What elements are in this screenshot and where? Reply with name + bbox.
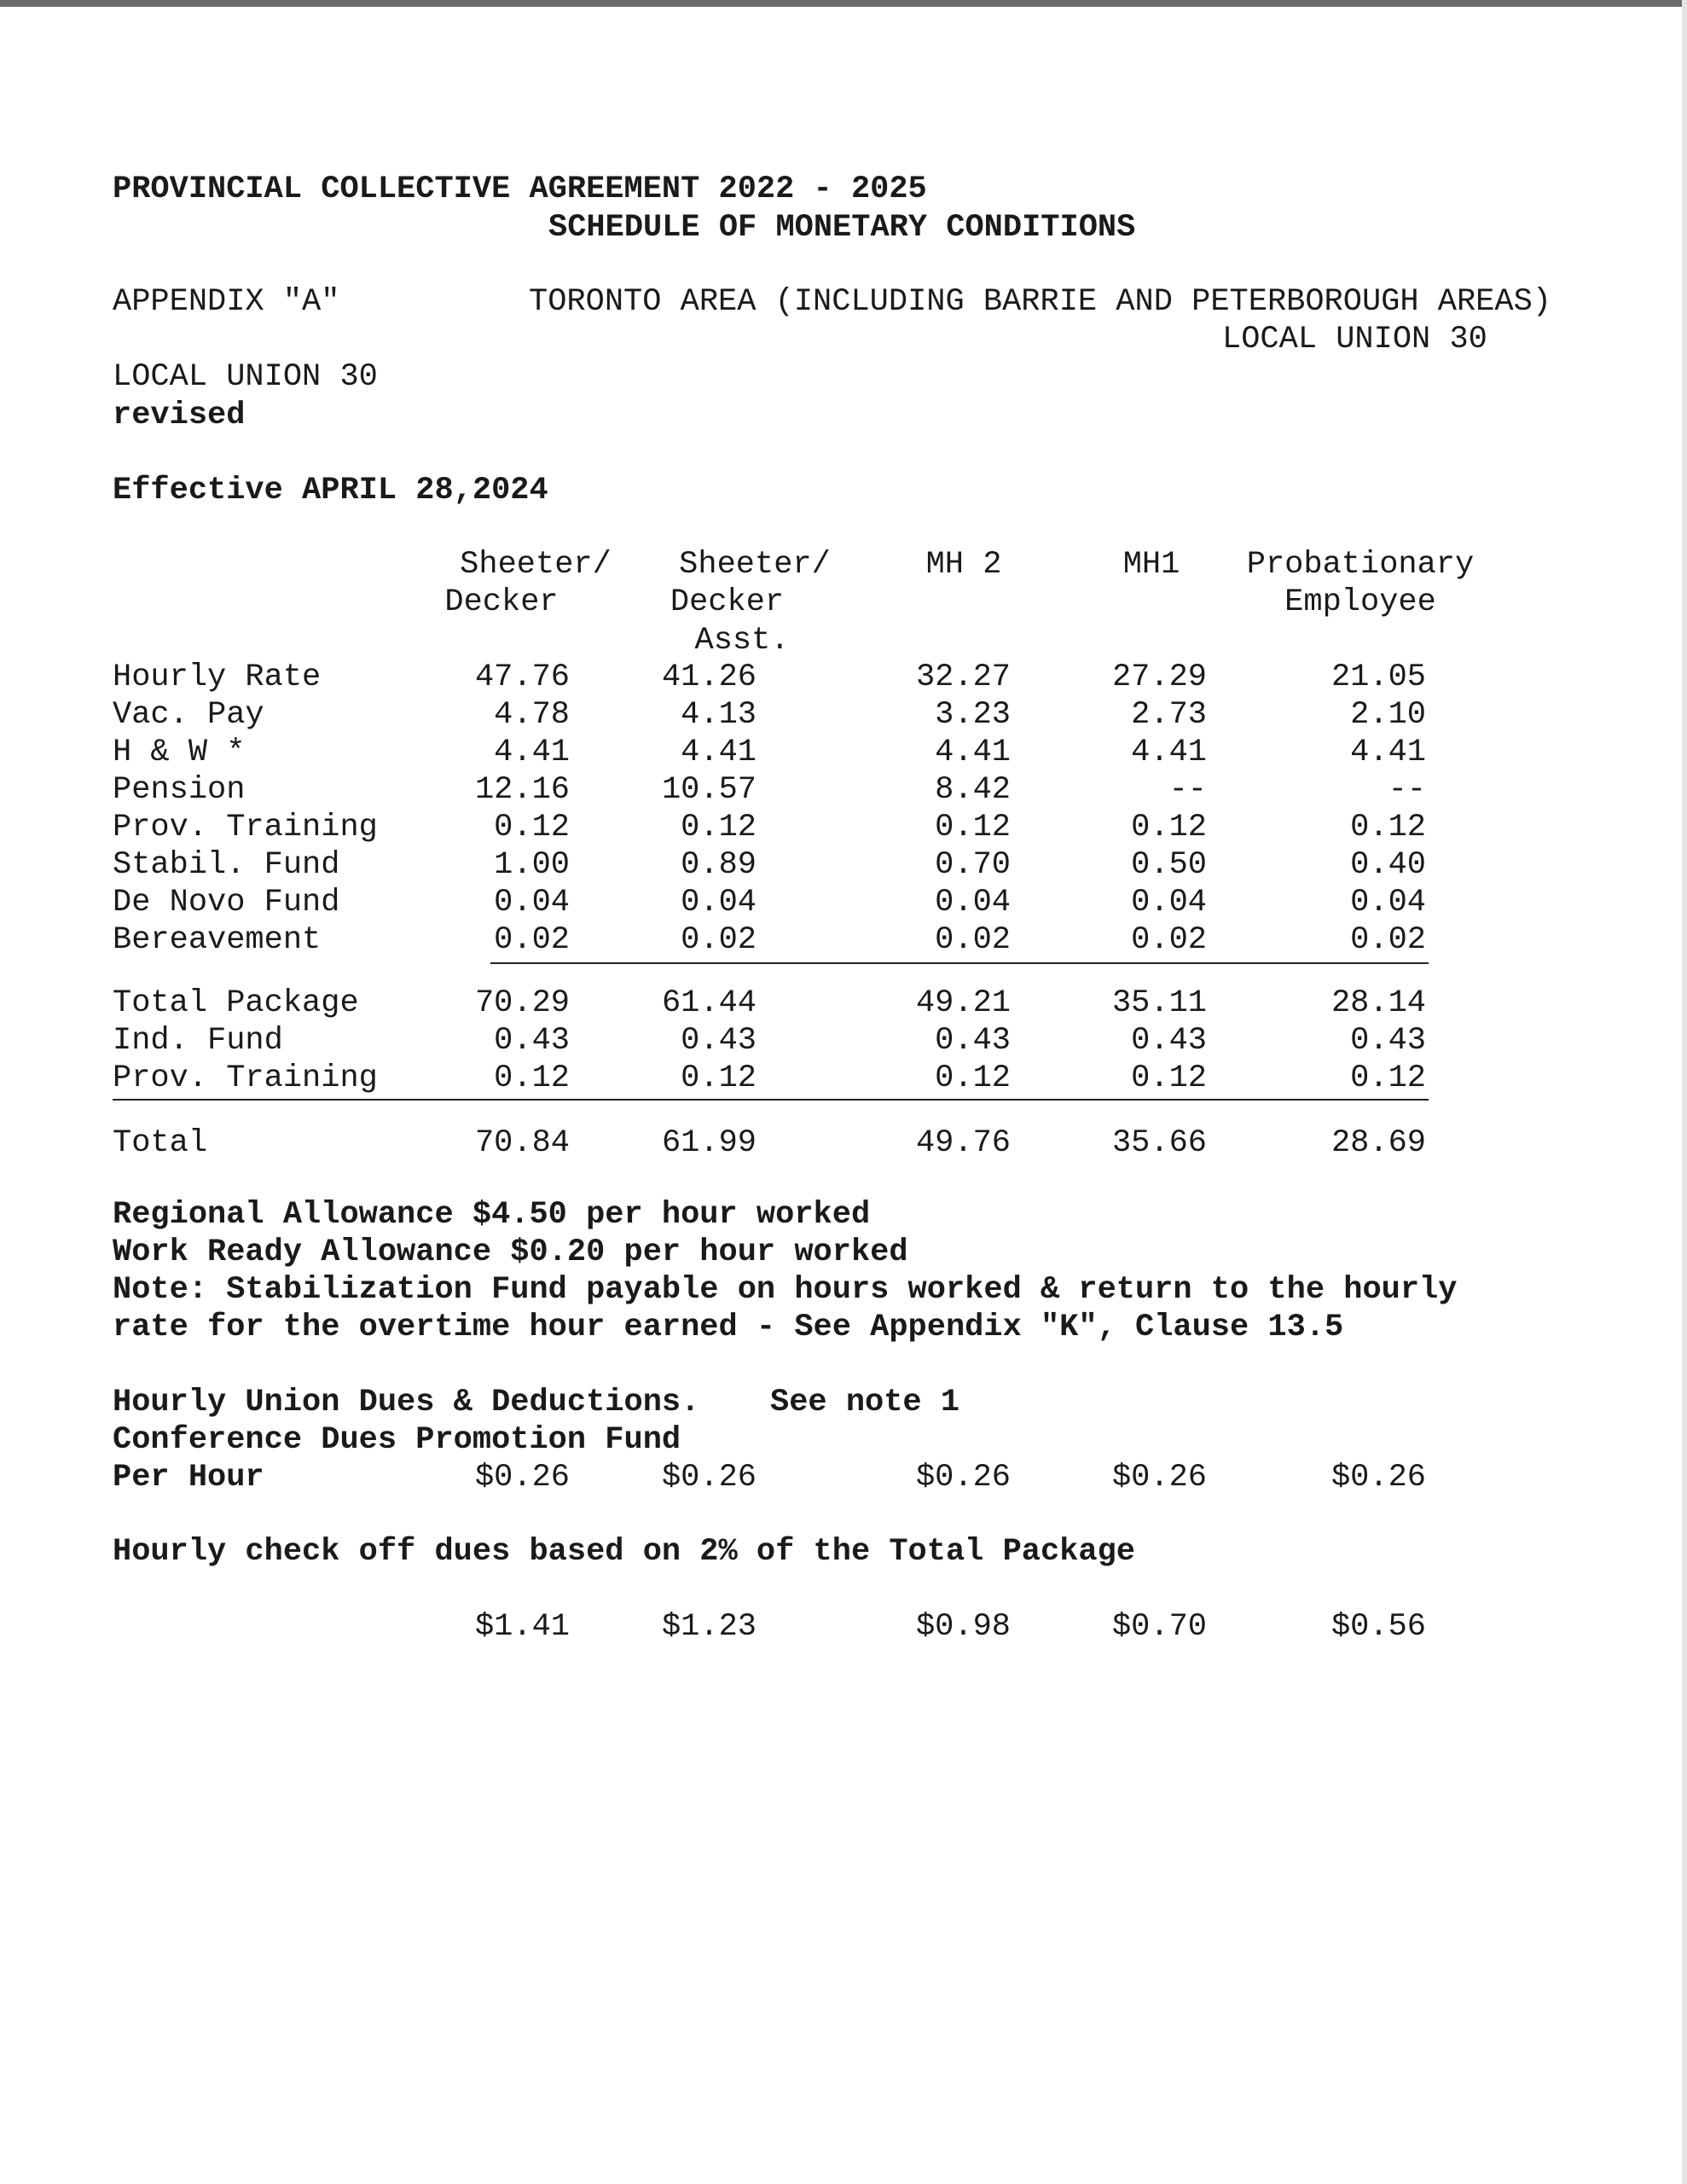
table-cell: 0.50 (1131, 847, 1207, 883)
table-cell: 27.29 (1111, 659, 1207, 695)
row-label: Stabil. Fund (113, 847, 340, 883)
table-cell: 2.10 (1350, 697, 1426, 733)
table-cell: 28.14 (1330, 985, 1426, 1021)
table-cell: 0.02 (935, 922, 1011, 958)
effective-date: Effective APRIL 28,2024 (113, 473, 548, 508)
table-cell: 0.43 (681, 1023, 757, 1059)
table-cell: 0.04 (494, 885, 570, 921)
table-cell: 0.02 (494, 922, 570, 958)
table-cell: 32.27 (915, 659, 1011, 695)
scan-top-edge (0, 0, 1687, 7)
table-cell: 3.23 (935, 697, 1011, 733)
column-header-line: Sheeter/ (679, 547, 831, 583)
table-cell: 0.12 (1131, 1060, 1207, 1096)
table-cell: 49.21 (915, 985, 1011, 1021)
table-cell: 0.43 (1131, 1023, 1207, 1059)
row-label: H & W * (113, 735, 246, 770)
table-cell: -- (1388, 772, 1426, 808)
table-cell: 0.12 (1131, 810, 1207, 845)
table-cell: 0.89 (681, 847, 757, 883)
row-label: Prov. Training (113, 1060, 378, 1096)
stabilization-note-line: rate for the overtime hour earned - See Appendix "K", Clause 13.5 (113, 1310, 1344, 1345)
table-cell: 0.04 (1350, 885, 1426, 921)
table-cell: 0.12 (1350, 1060, 1426, 1096)
table-cell: 0.40 (1350, 847, 1426, 883)
column-header-line: Asst. (694, 623, 790, 659)
dues-value: $0.26 (1330, 1460, 1426, 1496)
appendix-label: APPENDIX "A" (113, 284, 340, 320)
see-note-label: See note 1 (770, 1385, 960, 1420)
row-label: Hourly Rate (113, 659, 322, 695)
table-cell: 0.02 (681, 922, 757, 958)
dues-value: $0.26 (474, 1460, 570, 1496)
column-header-line: Employee (1284, 584, 1436, 620)
dues-value: $1.41 (474, 1609, 570, 1645)
row-label: Pension (113, 772, 246, 808)
dues-value: $0.26 (915, 1460, 1011, 1496)
table-cell: 0.04 (1131, 885, 1207, 921)
column-header-line: Sheeter/ (460, 547, 612, 583)
table-cell: 49.76 (915, 1125, 1011, 1161)
revised-label: revised (113, 398, 246, 433)
area-label: TORONTO AREA (INCLUDING BARRIE AND PETERBOROUGH AREAS) (529, 284, 1551, 320)
row-label: Vac. Pay (113, 697, 264, 733)
page-subtitle: SCHEDULE OF MONETARY CONDITIONS (548, 210, 1136, 246)
dues-value: $0.98 (915, 1609, 1011, 1645)
table-cell: 35.11 (1111, 985, 1207, 1021)
table-cell: 0.04 (681, 885, 757, 921)
table-cell: 61.99 (661, 1125, 757, 1161)
table-cell: 4.13 (681, 697, 757, 733)
table-cell: 0.70 (935, 847, 1011, 883)
table-cell: 1.00 (494, 847, 570, 883)
table-cell: 4.41 (1131, 735, 1207, 770)
table-cell: 0.04 (935, 885, 1011, 921)
row-label: Total (113, 1125, 208, 1161)
row-label: Ind. Fund (113, 1023, 283, 1059)
work-ready-allowance-note: Work Ready Allowance $0.20 per hour worked (113, 1234, 908, 1270)
table-cell: 4.78 (494, 697, 570, 733)
table-cell: 0.12 (935, 1060, 1011, 1096)
column-header-line: MH1 (1122, 547, 1180, 583)
table-cell: 0.12 (494, 810, 570, 845)
table-cell: 70.29 (474, 985, 570, 1021)
table-cell: 4.41 (935, 735, 1011, 770)
table-cell: 0.12 (1350, 810, 1426, 845)
area-local-union: LOCAL UNION 30 (1222, 322, 1487, 357)
table-cell: 0.12 (681, 1060, 757, 1096)
column-header-line: MH 2 (925, 547, 1002, 583)
table-cell: 47.76 (474, 659, 570, 695)
table-cell: 41.26 (661, 659, 757, 695)
table-rule (490, 962, 1429, 964)
table-cell: 12.16 (474, 772, 570, 808)
union-dues-heading: Hourly Union Dues & Deductions. (113, 1385, 700, 1420)
per-hour-label: Per Hour (113, 1460, 264, 1496)
row-label: Prov. Training (113, 810, 378, 845)
table-cell: 4.41 (681, 735, 757, 770)
dues-value: $0.26 (1111, 1460, 1207, 1496)
column-header-line: Decker (670, 584, 785, 620)
table-cell: 2.73 (1131, 697, 1207, 733)
conference-dues-label: Conference Dues Promotion Fund (113, 1422, 681, 1458)
table-cell: 4.41 (1350, 735, 1426, 770)
table-cell: 70.84 (474, 1125, 570, 1161)
table-cell: 0.12 (681, 810, 757, 845)
dues-value: $0.56 (1330, 1609, 1426, 1645)
regional-allowance-note: Regional Allowance $4.50 per hour worked (113, 1197, 871, 1233)
local-union-label: LOCAL UNION 30 (113, 359, 378, 395)
table-cell: 0.43 (1350, 1023, 1426, 1059)
table-cell: 0.02 (1350, 922, 1426, 958)
row-label: Total Package (113, 985, 359, 1021)
column-header-line: Probationary (1246, 547, 1475, 583)
table-cell: 0.12 (494, 1060, 570, 1096)
scan-right-edge (1682, 0, 1687, 2184)
page-title: PROVINCIAL COLLECTIVE AGREEMENT 2022 - 2025 (113, 171, 927, 207)
dues-value: $0.26 (661, 1460, 757, 1496)
table-cell: 61.44 (661, 985, 757, 1021)
table-cell: 28.69 (1330, 1125, 1426, 1161)
column-header-line: Decker (444, 584, 559, 620)
table-cell: 8.42 (935, 772, 1011, 808)
stabilization-note-line: Note: Stabilization Fund payable on hours worked & return to the hourly (113, 1272, 1458, 1308)
table-cell: 4.41 (494, 735, 570, 770)
table-cell: 0.12 (935, 810, 1011, 845)
table-cell: 21.05 (1330, 659, 1426, 695)
table-cell: 0.43 (935, 1023, 1011, 1059)
table-cell: 0.43 (494, 1023, 570, 1059)
table-cell: -- (1168, 772, 1207, 808)
table-cell: 10.57 (661, 772, 757, 808)
dues-value: $0.70 (1111, 1609, 1207, 1645)
dues-value: $1.23 (661, 1609, 757, 1645)
checkoff-dues-heading: Hourly check off dues based on 2% of the Total Package (113, 1534, 1135, 1570)
table-rule (113, 1099, 1429, 1101)
row-label: De Novo Fund (113, 885, 340, 921)
table-cell: 0.02 (1131, 922, 1207, 958)
row-label: Bereavement (113, 922, 322, 958)
table-cell: 35.66 (1111, 1125, 1207, 1161)
